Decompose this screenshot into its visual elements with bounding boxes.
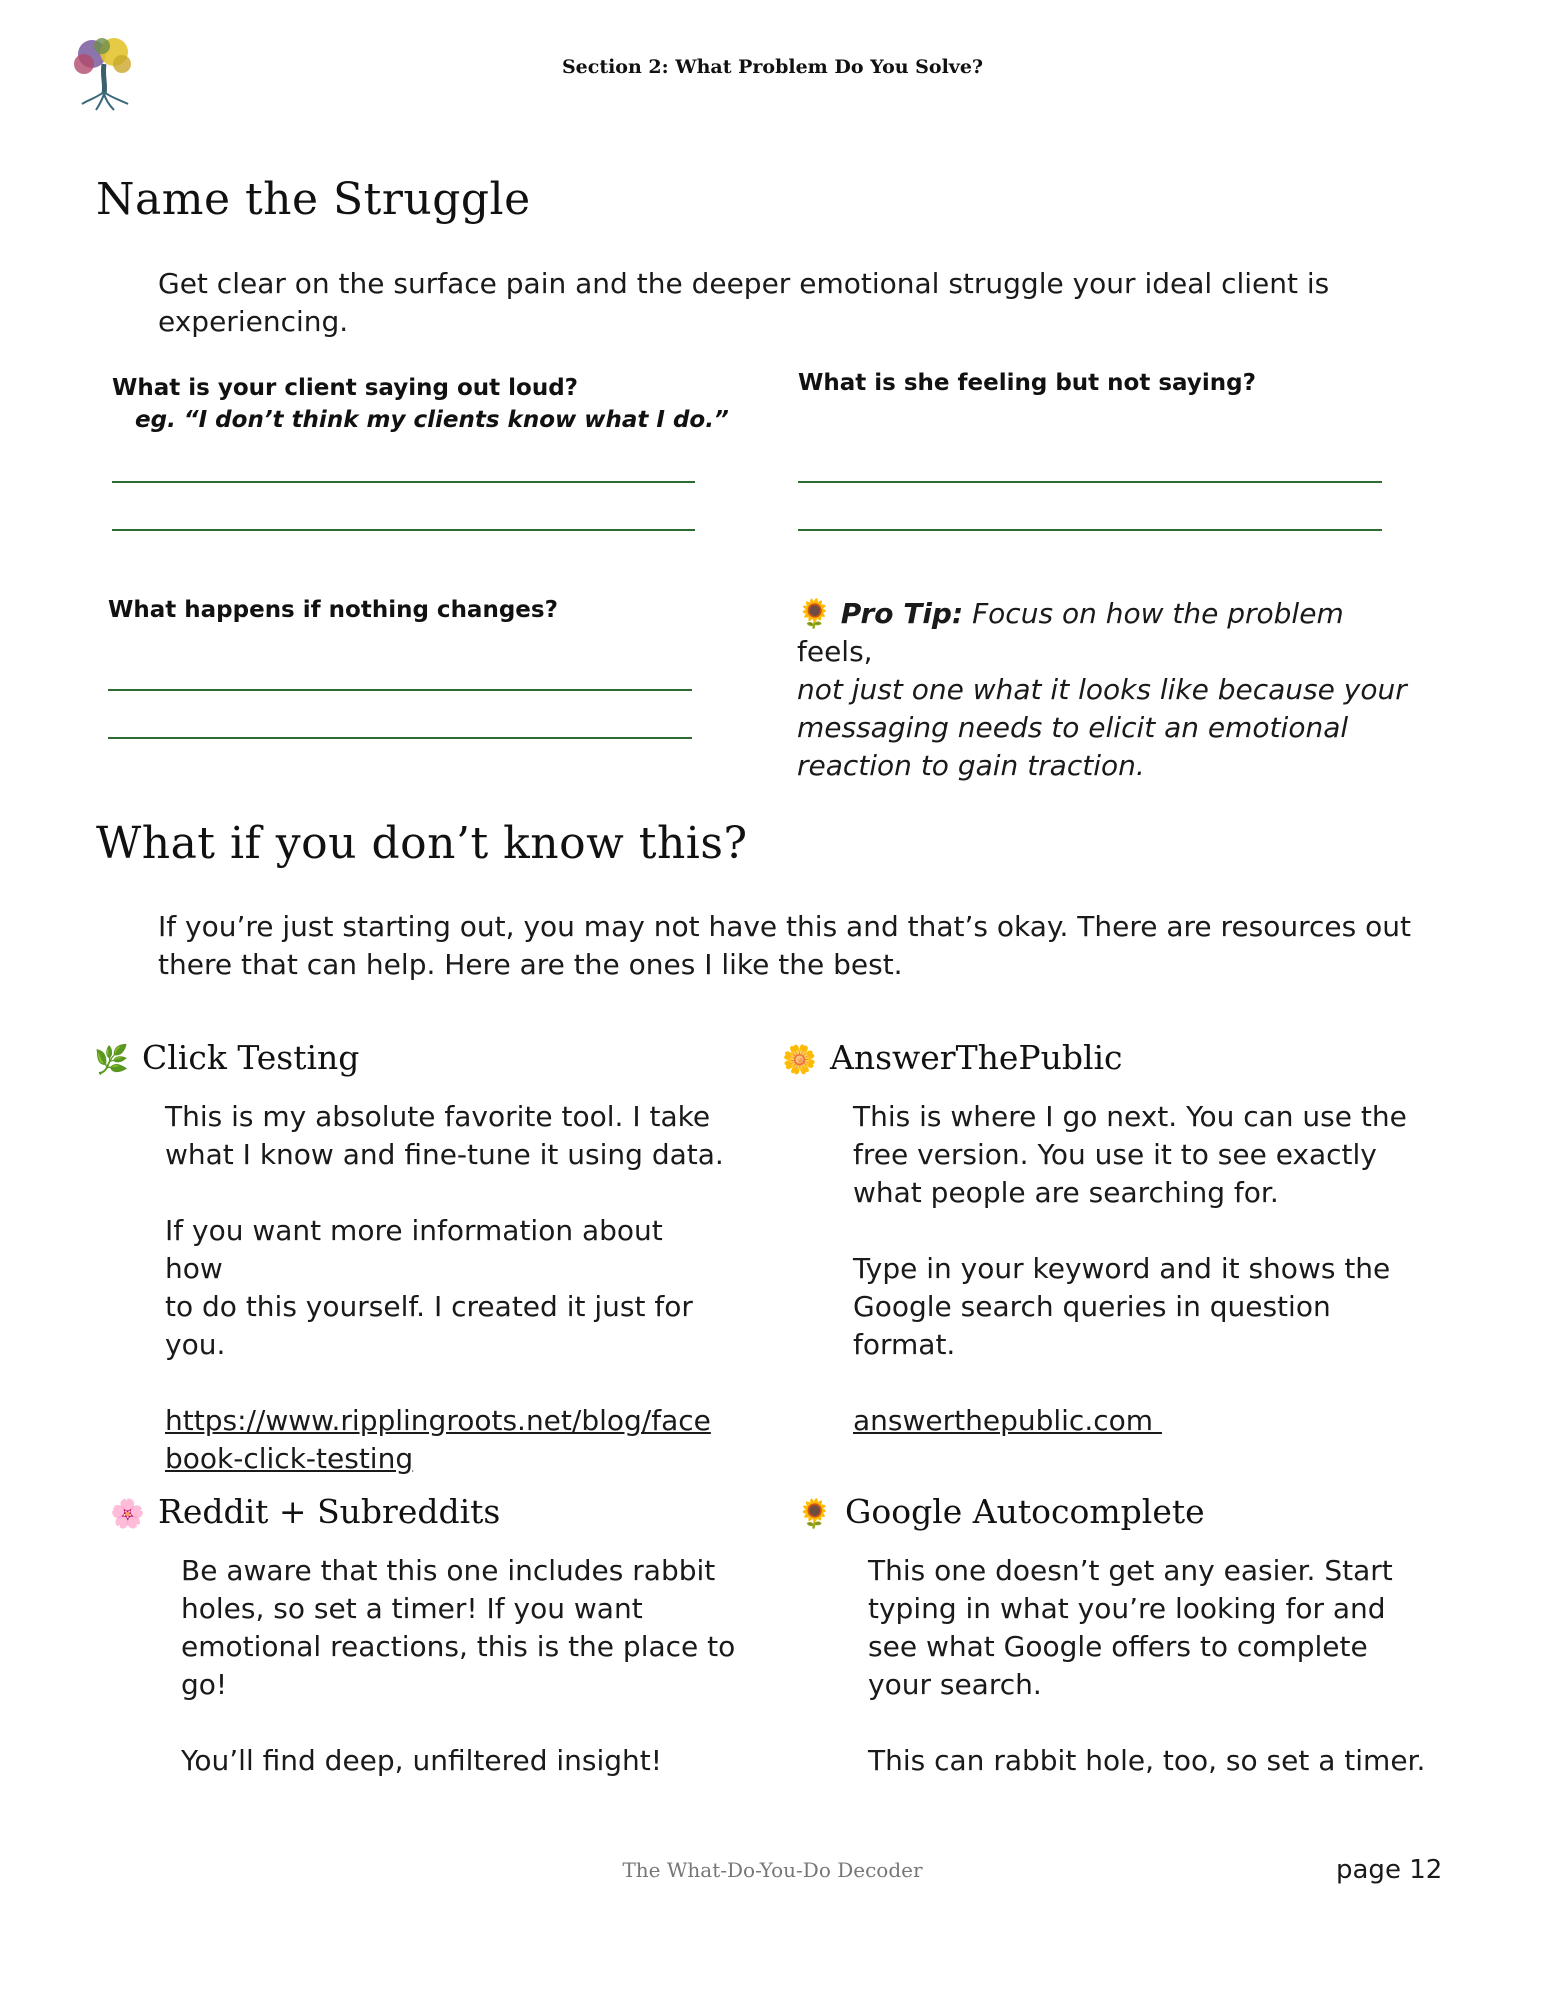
pro-tip-line: reaction to gain traction. bbox=[797, 749, 1145, 782]
body-line: Type in your keyword and it shows the bbox=[853, 1252, 1391, 1285]
question-saying-out-loud: What is your client saying out loud? bbox=[112, 375, 579, 401]
pro-tip-label: Pro Tip: bbox=[840, 597, 964, 630]
body-line: Google search queries in question format. bbox=[853, 1290, 1331, 1361]
cherry-blossom-icon: 🌸 bbox=[110, 1497, 145, 1530]
resource-body-answerthepublic bbox=[853, 1098, 1433, 1440]
answer-line[interactable] bbox=[108, 737, 692, 739]
body-line: your search. bbox=[868, 1668, 1042, 1701]
section-title: Section 2: What Problem Do You Solve? bbox=[561, 56, 984, 78]
click-testing-link[interactable]: https://www.ripplingroots.net/blog/face bbox=[165, 1404, 711, 1437]
body-line: you. bbox=[165, 1328, 226, 1361]
body-line: If you want more information about how bbox=[165, 1214, 663, 1285]
answer-line[interactable] bbox=[112, 481, 695, 483]
struggle-intro-line2: experiencing. bbox=[158, 305, 349, 338]
body-line: Be aware that this one includes rabbit bbox=[181, 1554, 716, 1587]
sunflower-icon: 🌻 bbox=[797, 597, 832, 630]
answer-line[interactable] bbox=[112, 529, 695, 531]
unknown-heading: What if you don’t know this? bbox=[96, 818, 748, 869]
question-example: eg. “I don’t think my clients know what I do.” bbox=[135, 407, 729, 433]
resource-title: Reddit + Subreddits bbox=[158, 1492, 501, 1531]
body-line: This one doesn’t get any easier. Start bbox=[868, 1554, 1393, 1587]
resource-title-click-testing bbox=[94, 1038, 359, 1077]
click-testing-link[interactable]: book-click-testing bbox=[165, 1442, 414, 1475]
answerthepublic-link[interactable]: answerthepublic.com bbox=[853, 1404, 1162, 1437]
blank-line bbox=[868, 1704, 1448, 1742]
resource-title: Google Autocomplete bbox=[845, 1492, 1205, 1531]
blank-line bbox=[165, 1364, 725, 1402]
pro-tip-line: messaging needs to elicit an emotional bbox=[797, 711, 1349, 744]
blank-line bbox=[181, 1704, 741, 1742]
resource-title-answerthepublic bbox=[782, 1038, 1123, 1077]
body-line: see what Google offers to complete bbox=[868, 1630, 1368, 1663]
body-line: go! bbox=[181, 1668, 228, 1701]
body-line: emotional reactions, this is the place to bbox=[181, 1630, 736, 1663]
struggle-heading: Name the Struggle bbox=[96, 174, 531, 225]
body-line: holes, so set a timer! If you want bbox=[181, 1592, 643, 1625]
question-feeling-not-saying: What is she feeling but not saying? bbox=[798, 370, 1256, 396]
page-number: page 12 bbox=[1336, 1855, 1443, 1885]
herb-icon: 🌿 bbox=[94, 1043, 129, 1076]
blank-line bbox=[853, 1212, 1433, 1250]
body-line: This can rabbit hole, too, so set a timer. bbox=[868, 1744, 1426, 1777]
body-line: You’ll find deep, unfiltered insight! bbox=[181, 1744, 663, 1777]
question-nothing-changes: What happens if nothing changes? bbox=[108, 597, 558, 623]
sunflower-icon: 🌻 bbox=[797, 1497, 832, 1530]
body-line: what I know and fine-tune it using data. bbox=[165, 1138, 724, 1171]
resource-title-reddit bbox=[110, 1492, 500, 1531]
answer-line[interactable] bbox=[798, 529, 1382, 531]
body-line: free version. You use it to see exactly bbox=[853, 1138, 1377, 1171]
blank-line bbox=[853, 1364, 1433, 1402]
body-line: This is my absolute favorite tool. I take bbox=[165, 1100, 711, 1133]
unknown-intro-line2: there that can help. Here are the ones I like the best. bbox=[158, 948, 903, 981]
resource-title: Click Testing bbox=[142, 1038, 360, 1077]
pro-tip-line: not just one what it looks like because your bbox=[797, 673, 1407, 706]
resource-body-google-autocomplete bbox=[868, 1552, 1448, 1780]
answer-line[interactable] bbox=[798, 481, 1382, 483]
body-line: to do this yourself. I created it just for bbox=[165, 1290, 693, 1323]
unknown-intro-line1: If you’re just starting out, you may not have this and that’s okay. There are resources out bbox=[158, 910, 1411, 943]
daisy-icon: 🌼 bbox=[782, 1043, 817, 1076]
blank-line bbox=[165, 1174, 725, 1212]
pro-tip bbox=[797, 595, 1417, 785]
pro-tip-emphasis: feels, bbox=[797, 635, 873, 668]
resource-title: AnswerThePublic bbox=[830, 1038, 1123, 1077]
resource-title-google-autocomplete bbox=[797, 1492, 1205, 1531]
body-line: typing in what you’re looking for and bbox=[868, 1592, 1386, 1625]
pro-tip-text: Focus on how the problem bbox=[963, 597, 1344, 630]
body-line: This is where I go next. You can use the bbox=[853, 1100, 1407, 1133]
footer-title: The What-Do-You-Do Decoder bbox=[622, 1858, 923, 1882]
resource-body-click-testing bbox=[165, 1098, 725, 1478]
struggle-intro-line1: Get clear on the surface pain and the deeper emotional struggle your ideal client is bbox=[158, 267, 1330, 300]
body-line: what people are searching for. bbox=[853, 1176, 1279, 1209]
resource-body-reddit bbox=[181, 1552, 741, 1780]
answer-line[interactable] bbox=[108, 689, 692, 691]
